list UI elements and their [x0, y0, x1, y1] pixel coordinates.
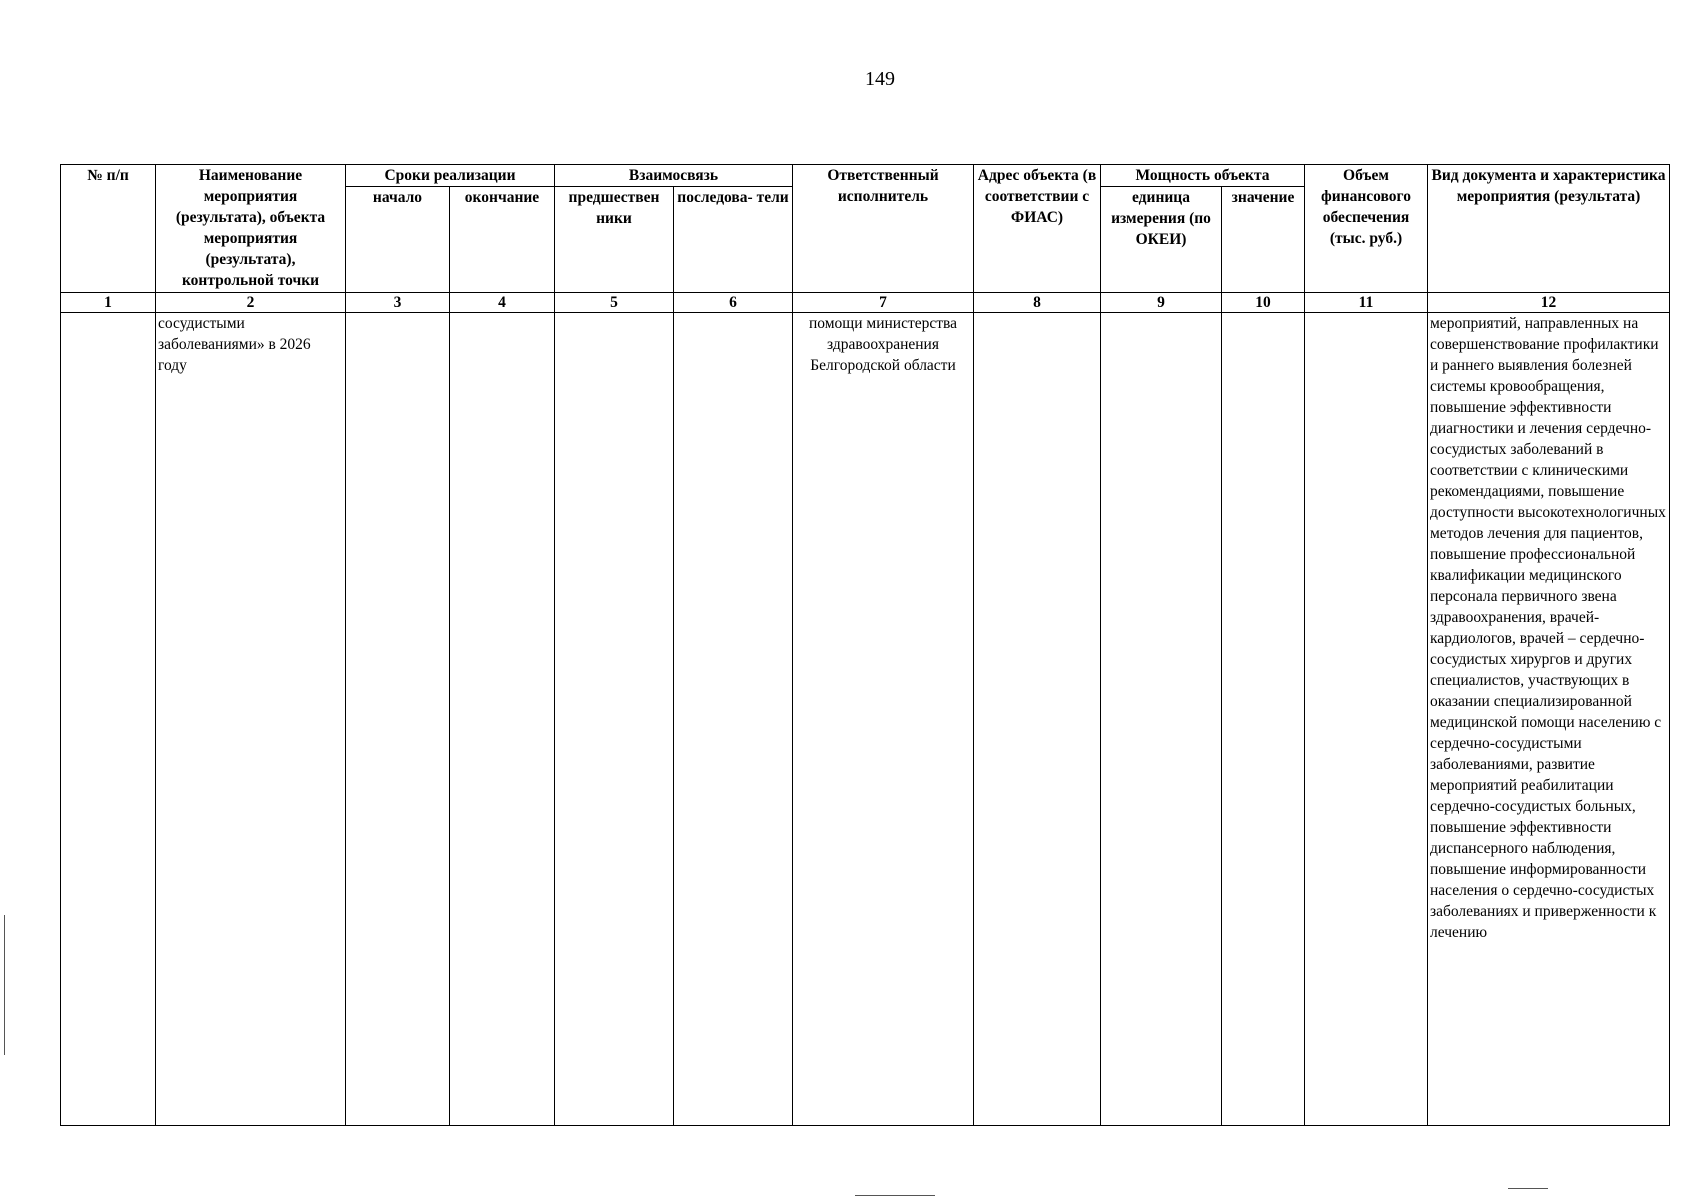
column-number: 1: [61, 293, 156, 313]
column-number: 10: [1222, 293, 1305, 313]
cell-address: [974, 313, 1101, 1126]
cell-value: [1222, 313, 1305, 1126]
header-predecessors: предшествен ники: [555, 187, 674, 293]
column-number: 2: [156, 293, 346, 313]
header-row-1: [61, 165, 1670, 187]
column-number: 3: [346, 293, 450, 313]
column-number-row: [61, 293, 1670, 313]
column-number: 7: [793, 293, 974, 313]
column-number: 11: [1305, 293, 1428, 313]
cell-name: сосудистыми заболеваниями» в 2026 году: [156, 313, 346, 1126]
cell-successors: [674, 313, 793, 1126]
column-number: 4: [450, 293, 555, 313]
cell-responsible: помощи министерства здравоохранения Белгородской области: [793, 313, 974, 1126]
column-number: 5: [555, 293, 674, 313]
cell-end: [450, 313, 555, 1126]
plan-table: [60, 164, 1670, 1126]
table-row: [61, 313, 1670, 1126]
cell-num: [61, 313, 156, 1126]
header-value: значение: [1222, 187, 1305, 293]
header-address: Адрес объекта (в соответствии с ФИАС): [974, 165, 1101, 293]
header-unit: единица измерения (по ОКЕИ): [1101, 187, 1222, 293]
header-capacity: Мощность объекта: [1101, 165, 1305, 187]
header-num: № п/п: [61, 165, 156, 293]
column-number: 8: [974, 293, 1101, 313]
cell-funding: [1305, 313, 1428, 1126]
cell-doc-type: мероприятий, направленных на совершенствование профилактики и раннего выявления болезней системы кровообращения, повышение эффективности диагностики и лечения сердечно-сосудистых заболеваний в соответствии с клиническими рекомендациями, повышение доступности высокотехнологичных методов лечения для пациентов, повышение профессиональной квалификации медицинского персонала первичного звена здравоохранения, врачей-кардиологов, врачей – сердечно-сосудистых хирургов и других специалистов, участвующих в оказании специализированной медицинской помощи населению с сердечно-сосудистыми заболеваниями, развитие мероприятий реабилитации сердечно-сосудистых больных, повышение эффективности диспансерного наблюдения, повышение информированности населения о сердечно-сосудистых заболеваниях и приверженности к лечению: [1428, 313, 1670, 1126]
scan-artifact-bottom-right: [1508, 1188, 1548, 1189]
column-number: 12: [1428, 293, 1670, 313]
header-successors: последова- тели: [674, 187, 793, 293]
header-doc-type: Вид документа и характеристика мероприятия (результата): [1428, 165, 1670, 293]
header-end: окончание: [450, 187, 555, 293]
cell-predecessors: [555, 313, 674, 1126]
cell-start: [346, 313, 450, 1126]
header-responsible: Ответственный исполнитель: [793, 165, 974, 293]
header-relation: Взаимосвязь: [555, 165, 793, 187]
column-number: 6: [674, 293, 793, 313]
scan-artifact-bottom: [855, 1195, 935, 1196]
column-number: 9: [1101, 293, 1222, 313]
header-start: начало: [346, 187, 450, 293]
header-name: Наименование мероприятия (результата), объекта мероприятия (результата), контрольной точки: [156, 165, 346, 293]
scan-artifact-left: [4, 915, 5, 1055]
header-funding: Объем финансового обеспечения (тыс. руб.): [1305, 165, 1428, 293]
page-number: 149: [865, 68, 895, 90]
cell-unit: [1101, 313, 1222, 1126]
header-terms: Сроки реализации: [346, 165, 555, 187]
